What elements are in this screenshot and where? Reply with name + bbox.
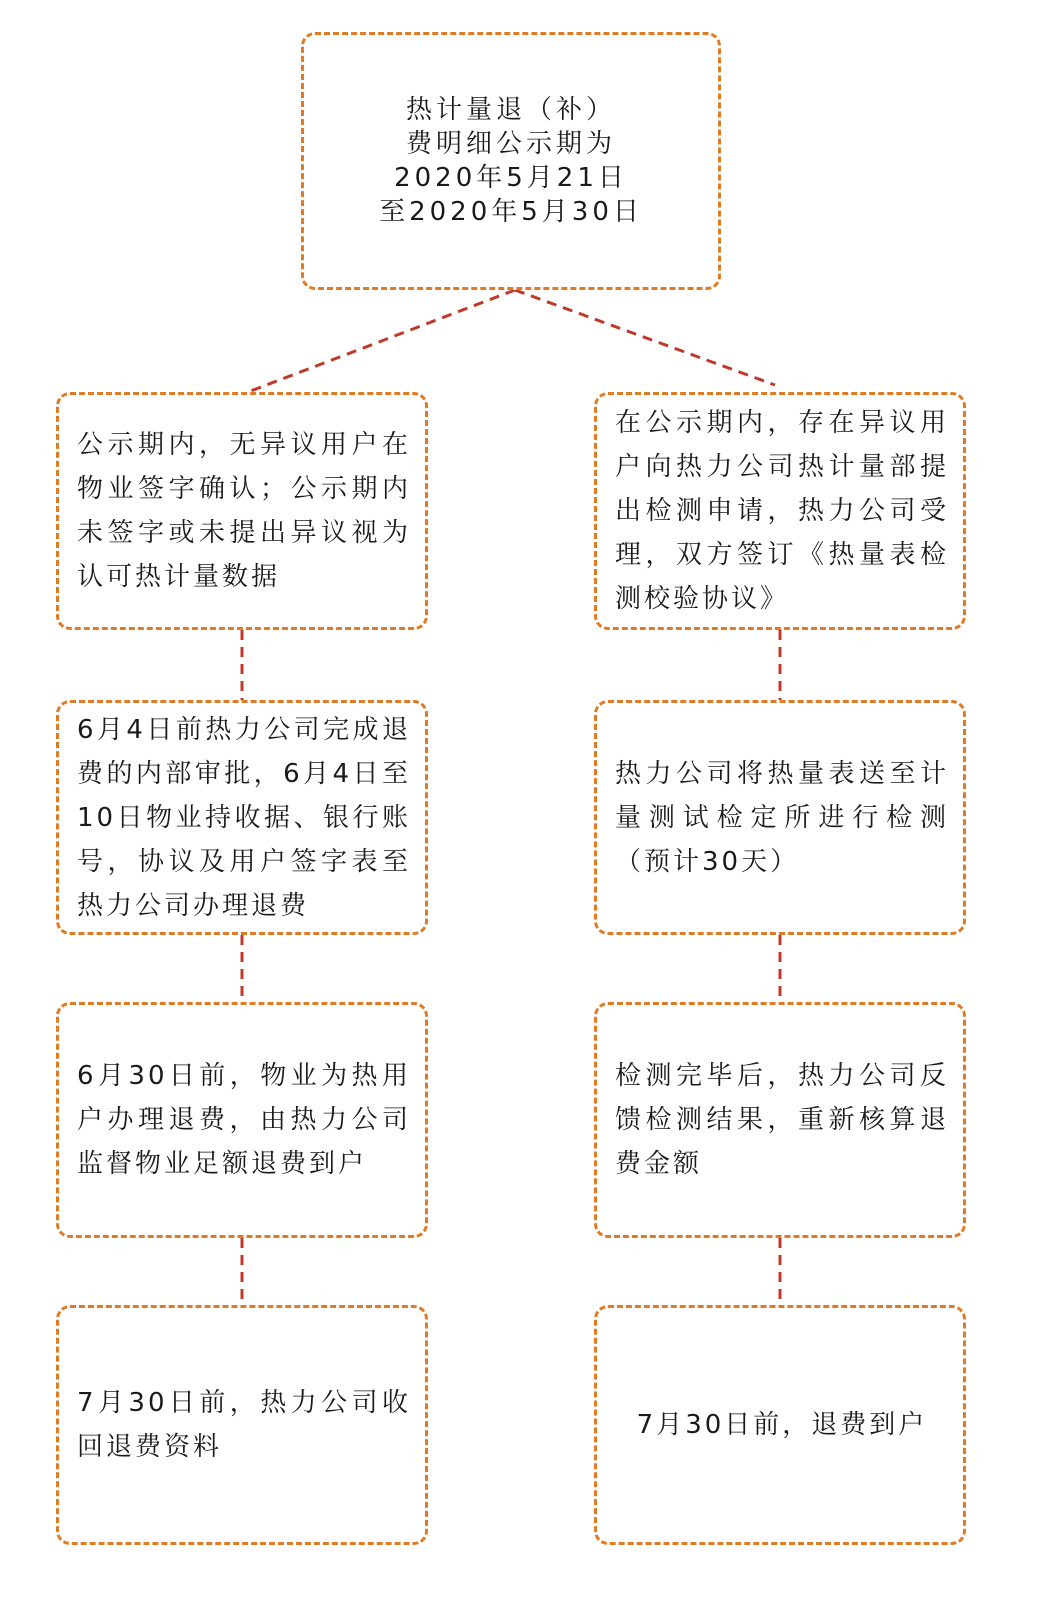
right-box-2-text: 热力公司将热量表送至计量测试检定所进行检测（预计30天） [615, 758, 949, 877]
left-box-2-text: 6月4日前热力公司完成退费的内部审批，6月4日至10日物业持收据、银行账号，协议及用户签字表至热力公司办理退费 [77, 714, 411, 921]
right-box-1-text: 在公示期内，存在异议用户向热力公司热计量部提出检测申请，热力公司受理，双方签订《热量表检测校验协议》 [615, 408, 949, 614]
right-box-1 [594, 392, 966, 630]
top-box-text [304, 93, 718, 229]
left-box-4-text: 7月30日前，热力公司收回退费资料 [77, 1388, 411, 1462]
right-box-2 [594, 700, 966, 935]
top-line-2: 费明细公示期为 [405, 129, 616, 159]
top-line-4: 至2020年5月30日 [379, 197, 643, 227]
connector-top-right [515, 290, 775, 385]
top-line-1: 热计量退（补） [405, 95, 616, 125]
connector-top-left [248, 290, 515, 392]
left-box-3-text: 6月30日前，物业为热用户办理退费，由热力公司监督物业足额退费到户 [77, 1061, 411, 1179]
left-box-1-text: 公示期内，无异议用户在物业签字确认；公示期内未签字或未提出异议视为认可热计量数据 [77, 430, 411, 592]
right-box-3 [594, 1002, 966, 1238]
right-box-4-text: 7月30日前，退费到户 [636, 1410, 928, 1440]
left-box-2 [56, 700, 428, 935]
right-box-3-text: 检测完毕后，热力公司反馈检测结果，重新核算退费金额 [615, 1061, 949, 1179]
right-box-4 [594, 1305, 966, 1545]
left-box-1 [56, 392, 428, 630]
left-box-3 [56, 1002, 428, 1238]
top-line-3: 2020年5月21日 [394, 163, 628, 193]
left-box-4 [56, 1305, 428, 1545]
top-box-publicity-period [301, 32, 721, 290]
